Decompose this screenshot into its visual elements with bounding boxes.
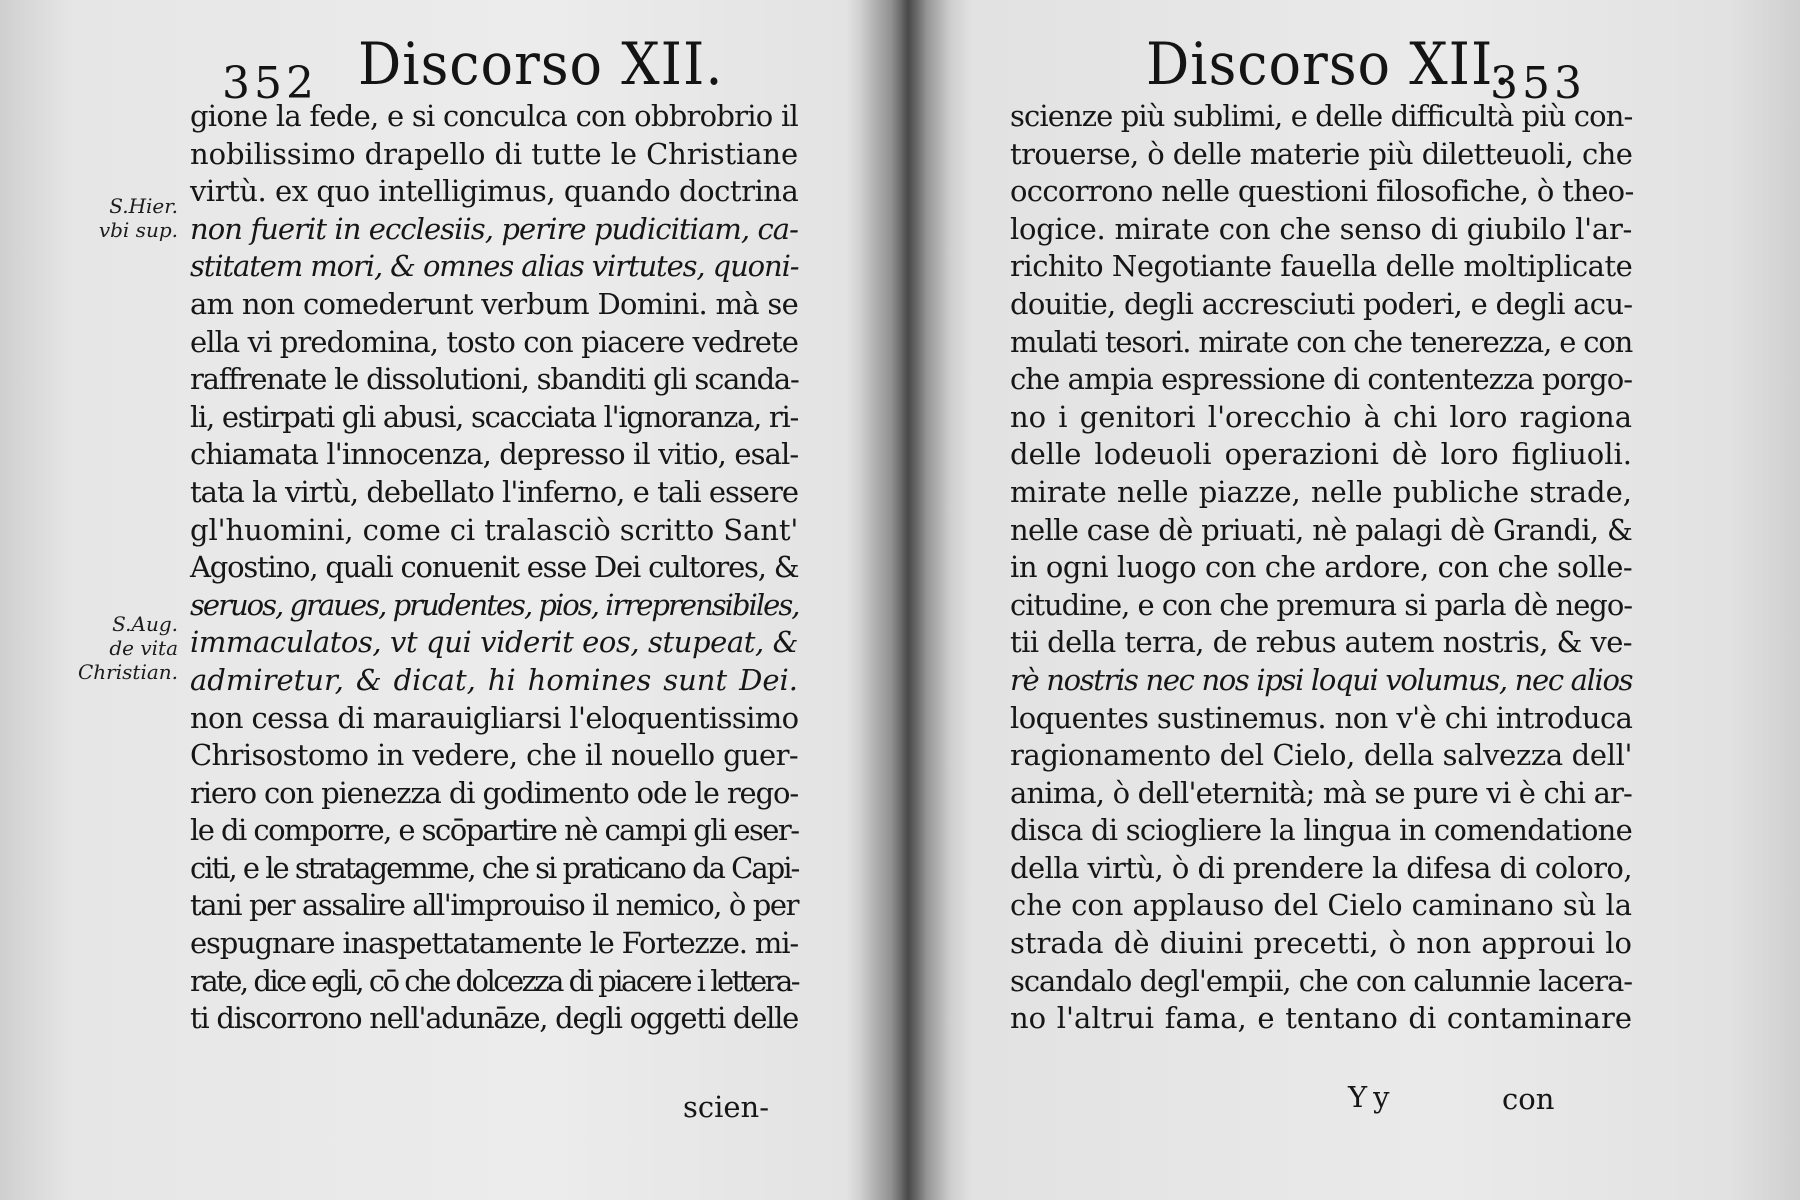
text-line: gl'huomini, come ci tralasciò scritto Sant' bbox=[190, 512, 799, 547]
text-line: tani per assalire all'improuiso il nemico, ò per bbox=[190, 888, 798, 923]
text-line: douitie, degli accresciuti poderi, e degli acu- bbox=[1010, 286, 1633, 321]
text-line: chiamata l'innocenza, depresso il vitio, esal- bbox=[190, 437, 799, 472]
text-line: scandalo degl'empii, che con calunnie lacera- bbox=[1010, 963, 1632, 998]
text-line: no l'altrui fama, e tentano di contaminare bbox=[1010, 1001, 1632, 1036]
text-line: non cessa di marauigliarsi l'eloquentissimo bbox=[190, 700, 799, 735]
text-line: Chrisostomo in vedere, che il nouello guer- bbox=[190, 738, 798, 773]
page-number: 352 bbox=[222, 58, 318, 109]
text-line: che ampia espressione di contentezza porgo- bbox=[1010, 362, 1633, 397]
signature-mark: Yy bbox=[1348, 1080, 1396, 1114]
text-line: delle lodeuoli operazioni dè loro figliuoli. bbox=[1010, 437, 1632, 472]
catchword: con bbox=[1502, 1082, 1555, 1116]
text-line: ti discorrono nell'adunāze, degli oggetti delle bbox=[190, 1001, 798, 1036]
text-line: rate, dice egli, cō che dolcezza di piacere i lettera- bbox=[190, 963, 798, 998]
text-line: loquentes sustinemus. non v'è chi introduca bbox=[1010, 700, 1633, 735]
text-line: gione la fede, e si conculca con obbrobrio il bbox=[190, 99, 798, 133]
text-line: logice. mirate con che senso di giubilo l'ar- bbox=[1010, 211, 1633, 246]
text-line: citudine, e con che premura si parla dè nego- bbox=[1010, 587, 1632, 622]
text-line: nobilissimo drapello di tutte le Christiane bbox=[190, 136, 799, 171]
text-line: am non comederunt verbum Domini. mà se bbox=[190, 286, 798, 321]
text-line: Agostino, quali conuenit esse Dei cultores, & bbox=[190, 550, 799, 585]
page-number: 353 bbox=[1490, 58, 1586, 109]
text-line: richito Negotiante fauella delle moltiplicate bbox=[1010, 249, 1633, 284]
marginal-note bbox=[60, 194, 178, 242]
text-line: citi, e le stratagemme, che si praticano da Capi- bbox=[190, 850, 799, 885]
text-line: non fuerit in ecclesiis, perire pudicitiam, ca- bbox=[190, 211, 798, 246]
text-line: della virtù, ò di prendere la difesa di coloro, bbox=[1010, 850, 1632, 885]
left-page bbox=[0, 0, 880, 1200]
text-line: ella vi predomina, tosto con piacere vedrete bbox=[190, 324, 798, 359]
text-line: immaculatos, vt qui viderit eos, stupeat, & bbox=[190, 625, 798, 660]
text-line: espugnare inaspettatamente le Fortezze. mi- bbox=[190, 926, 798, 961]
text-line: anima, ò dell'eternità; mà se pure vi è chi ar- bbox=[1010, 775, 1632, 810]
text-line: le di comporre, e scōpartire nè campi gli eser- bbox=[190, 813, 799, 848]
text-line: raffrenate le dissolutioni, sbanditi gli scanda- bbox=[190, 362, 799, 397]
text-line: seruos, graues, prudentes, pios, irreprensibiles, bbox=[190, 587, 799, 622]
running-title: Discorso XII. bbox=[358, 30, 724, 99]
text-line: admiretur, & dicat, hi homines sunt Dei. bbox=[190, 662, 798, 697]
text-line: tii della terra, de rebus autem nostris, & ve- bbox=[1010, 625, 1632, 660]
text-line: scienze più sublimi, e delle difficultà più con- bbox=[1010, 99, 1633, 133]
text-line: li, estirpati gli abusi, scacciata l'ignoranza, ri- bbox=[190, 399, 798, 434]
text-line: riero con pienezza di godimento ode le rego- bbox=[190, 775, 798, 810]
text-line: trouerse, ò delle materie più diletteuoli, che bbox=[1010, 136, 1633, 171]
text-line: tata la virtù, debellato l'inferno, e tali essere bbox=[190, 474, 798, 509]
text-line: ragionamento del Cielo, della salvezza dell' bbox=[1010, 738, 1633, 773]
text-line: stitatem mori, & omnes alias virtutes, quoni- bbox=[190, 249, 799, 284]
right-page bbox=[900, 0, 1800, 1200]
text-line: disca di sciogliere la lingua in comendatione bbox=[1010, 813, 1632, 848]
text-line: mirate nelle piazze, nelle publiche strade, bbox=[1010, 474, 1632, 509]
text-line: che con applauso del Cielo caminano sù la bbox=[1010, 888, 1632, 923]
text-line: virtù. ex quo intelligimus, quando doctrina bbox=[190, 174, 799, 209]
text-line: mulati tesori. mirate con che tenerezza, e con bbox=[1010, 324, 1633, 359]
running-title: Discorso XII. bbox=[1146, 30, 1512, 99]
text-line: strada dè diuini precetti, ò non approui lo bbox=[1010, 926, 1632, 961]
text-line: nelle case dè priuati, nè palagi dè Grandi, & bbox=[1010, 512, 1633, 547]
marginal-note-text: S.Hier. vbi sup. bbox=[98, 194, 178, 242]
marginal-note-text: S.Aug. de vita Christian. bbox=[78, 612, 178, 684]
text-line: no i genitori l'orecchio à chi loro ragiona bbox=[1010, 399, 1632, 434]
catchword: scien- bbox=[683, 1090, 770, 1124]
text-line: in ogni luogo con che ardore, con che solle- bbox=[1010, 550, 1633, 585]
text-line: rè nostris nec nos ipsi loqui volumus, nec alios bbox=[1010, 662, 1633, 697]
marginal-note bbox=[56, 612, 178, 684]
body-text bbox=[1010, 98, 1632, 1038]
body-text bbox=[190, 98, 798, 1038]
text-line: occorrono nelle questioni filosofiche, ò theo- bbox=[1010, 174, 1634, 209]
